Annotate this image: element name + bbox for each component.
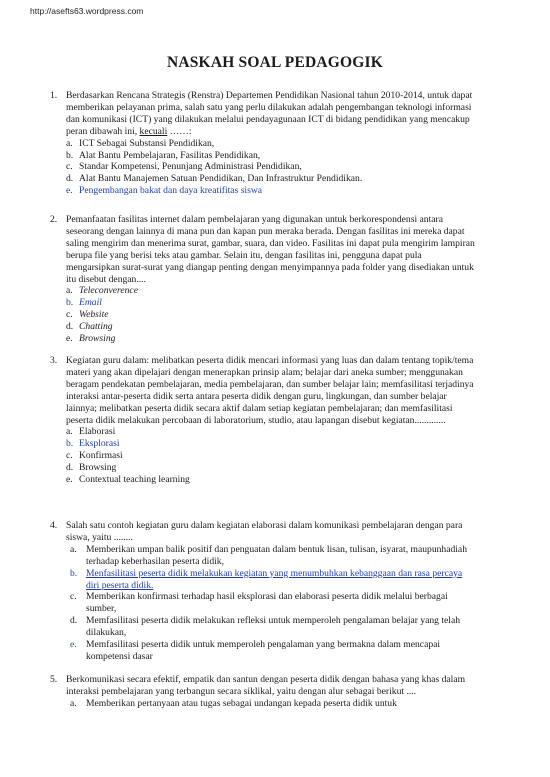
options-list: [66, 544, 476, 663]
option-e: e. Memfasilitasi peserta didik untuk memperoleh pengalaman yang bermakna dalam mencapai kompetensi dasar: [70, 639, 441, 662]
question-stem: Pemanfaatan fasilitas internet dalam pembelajaran yang digunakan untuk berkorespondensi antara seseorang dengan lainnya di mana pun dan kapan pun meraka berada. Dengan fasilitas ini mereka dapat saling mengirim dan menerima surat, gambar, suara, dan video. Fasilitas ini dapat pula mengirim lampiran berupa file yang berisi teks atau gambar. Selain itu, dengan fasilitas ini, pengguna dapat pula mengarsipkan surat-surat yang diangap penting dengan menyimpannya pada folder yang disediakan untuk itu disebut dengan....: [66, 214, 475, 285]
options-list: [66, 138, 476, 198]
option-e-answer: e. Pengembangan bakat dan daya kreatifitas siswa: [66, 185, 263, 197]
emphasis-word: kecuali: [139, 125, 168, 137]
option-e: e. Contextual teaching learning: [66, 474, 190, 486]
option-d: d. Alat Bantu Manajemen Satuan Pendidikan, Dan Infrastruktur Pendidikan.: [66, 173, 363, 185]
option-c: c. Website: [66, 309, 109, 321]
options-list: [66, 426, 476, 486]
option-a: a. Elaborasi: [66, 426, 116, 438]
question-1: [50, 90, 476, 197]
option-a: a. Memberikan pertanyaan atau tugas sebagai undangan kepada peserta didik untuk: [70, 697, 397, 709]
option-b-answer: b. Email: [66, 297, 102, 309]
option-b-answer: b. Menfasilitasi peserta didik melakukan kegiatan yang menumbuhkan kebanggaan dan rasa percaya diri peserta didik.: [70, 567, 463, 591]
question-number: 2.: [50, 214, 58, 225]
option-b: b. Alat Bantu Pembelajaran, Fasilitas Pendidikan,: [66, 149, 261, 161]
options-list: [66, 285, 476, 345]
question-number: 5.: [50, 674, 58, 685]
option-c: c. Standar Kompetensi, Penunjang Administrasi Pendidikan,: [66, 161, 302, 173]
option-a: a. ICT Sebagai Substansi Pendidikan,: [66, 137, 215, 149]
question-3: [50, 355, 476, 486]
source-url[interactable]: http://asefts63.wordpress.com: [30, 6, 144, 16]
question-stem: Salah satu contoh kegiatan guru dalam kegiatan elaborasi dalam komunikasi pembelajaran dengan para siswa, yaitu ........: [66, 520, 463, 543]
option-d: d. Chatting: [66, 321, 113, 333]
option-c: c. Konfirmasi: [66, 450, 123, 462]
question-number: 4.: [50, 520, 58, 531]
question-2: [50, 214, 476, 345]
question-number: 1.: [50, 90, 58, 101]
option-d: d. Browsing: [66, 462, 117, 474]
options-list: [66, 698, 476, 710]
question-stem: Kegiatan guru dalam: melibatkan peserta didik mencari informasi yang luas dan dalam tentang topik/tema materi yang akan dipelajari dengan menerapkan prinsip alam; belajar dari aneka sumber; menggunakan beragam pendekatan pembelajaran, media pembelajaran, dan sumber belajar lain; memfasilitasi terjadinya interaksi antar-peserta didik serta antara peserta didik dengan guru, lingkungan, dan sumber belajar lainnya; melibatkan peserta didik secara aktif dalam setiap kegiatan pembelajaran; dan memfasilitasi peserta didik melakukan percobaan di laboratorium, studio, atau lapangan disebut kegiatan.............: [66, 355, 474, 426]
question-stem: Berkomunikasi secara efektif, empatik dan santun dengan peserta didik dengan bahasa yang khas dalam interaksi pembelajaran yang terbangun secara siklikal, yaitu dengan alur sebagai berikut ....: [66, 674, 466, 697]
question-number: 3.: [50, 355, 58, 366]
option-a: a. Memberikan umpan balik positif dan penguatan dalam bentuk lisan, tulisan, isyarat, maupunhadiah terhadap keberhasilan peserta didik,: [70, 543, 467, 567]
option-c: c. Memberikan konfirmasi terhadap hasil eksplorasi dan elaborasi peserta didik melalui berbagai sumber,: [70, 591, 448, 615]
option-e: e. Browsing: [66, 333, 116, 345]
option-d: d. Memfasilitasi peserta didik melakukan refleksi untuk memperoleh pengalaman belajar yang telah dilakukan,: [70, 615, 461, 639]
question-stem: Berdasarkan Rencana Strategis (Renstra) Departemen Pendidikan Nasional tahun 2010-2014, untuk dapat memberikan pelayanan prima, salah satu yang perlu dilakukan adalah pengembangan teknologi informasi dan komunikasi (ICT) yang dilakukan melalui pendayagunaan ICT di bidang pendidikan yang mencakup peran dibawah ini, kecuali ……:: [66, 90, 473, 137]
option-a: a. Teleconverence: [66, 285, 138, 297]
page-title: NASKAH SOAL PEDAGOGIK: [166, 54, 384, 71]
question-5: [50, 674, 476, 710]
question-4: [50, 520, 476, 663]
option-b-answer: b. Eksplorasi: [66, 438, 120, 450]
